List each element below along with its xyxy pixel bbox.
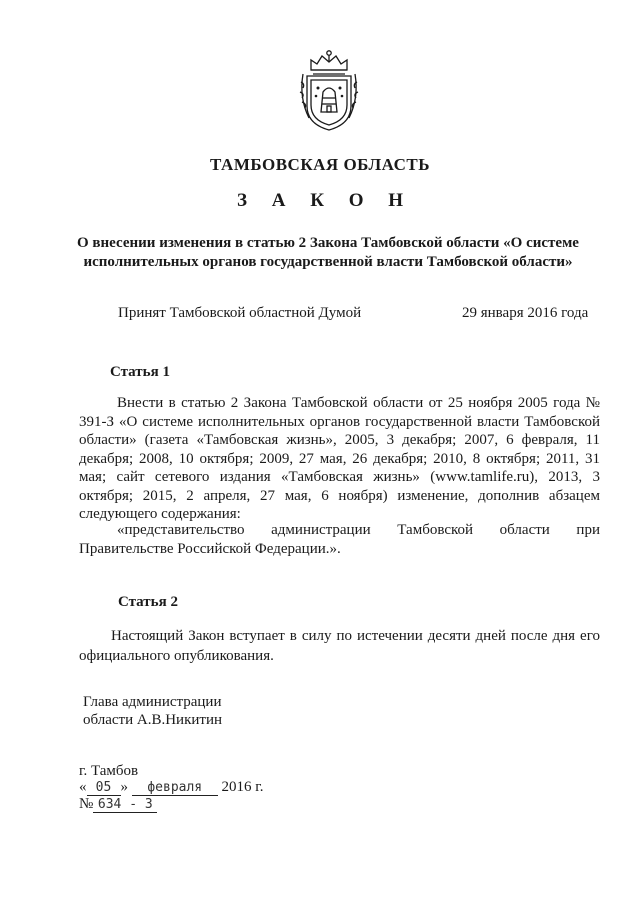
number-sign: № [79, 796, 94, 812]
law-title [75, 234, 581, 272]
article-2-body: Настоящий Закон вступает в силу по истечении десяти дней после дня его официального опубликования. [79, 628, 600, 664]
region-name: ТАМБОВСКАЯ ОБЛАСТЬ [210, 155, 430, 174]
signing-month: февраля [132, 780, 218, 796]
signing-year: 2016 г. [221, 779, 264, 795]
quote-line: Правительстве Российской Федерации.». [79, 540, 341, 557]
law-number [79, 796, 157, 813]
signing-date [79, 779, 263, 796]
adoption-date: 29 января 2016 года [462, 305, 589, 321]
signing-day: 05 [87, 780, 121, 796]
signatory-title: Глава администрации [83, 694, 222, 710]
adoption-statement: Принят Тамбовской областной Думой [118, 305, 362, 321]
signature-block [83, 693, 222, 729]
law-number-value: 634 - 3 [93, 797, 157, 813]
document-type: З А К О Н [236, 190, 414, 211]
quote-line: «представительство администрации Тамбовской области при [117, 522, 600, 538]
quote-open: « [79, 779, 87, 795]
article-2-heading: Статья 2 [118, 594, 178, 610]
quote-close: » [120, 779, 128, 795]
signatory-name: области А.В.Никитин [83, 712, 223, 728]
law-title-line: исполнительных органов государственной власти Тамбовской области» [83, 254, 573, 270]
article-1-quote [79, 521, 600, 558]
place-of-signing: г. Тамбов [79, 763, 139, 779]
article-1-heading: Статья 1 [110, 364, 170, 380]
article-1-body: Внести в статью 2 Закона Тамбовской области от 25 ноября 2005 года № 391-З «О системе исполнительных органов государственной власти Тамбовской области» (газета «Тамбовская жизнь», 2005, 3 декабря; 2007, 6 февраля, 11 декабря; 2008, 10 октября; 2009, 27 мая, 26 декабря; 2010, 8 октября; 2011, 31 мая; сайт сетевого издания «Тамбовская жизнь» (www.tamlife.ru), 2013, 3 октября; 2015, 2 апреля, 27 мая, 6 ноября) изменение, дополнив абзацем следующего содержания: [79, 395, 600, 522]
coat-of-arms-icon [297, 48, 361, 132]
law-title-line: О внесении изменения в статью 2 Закона Тамбовской области «О системе [77, 235, 579, 251]
